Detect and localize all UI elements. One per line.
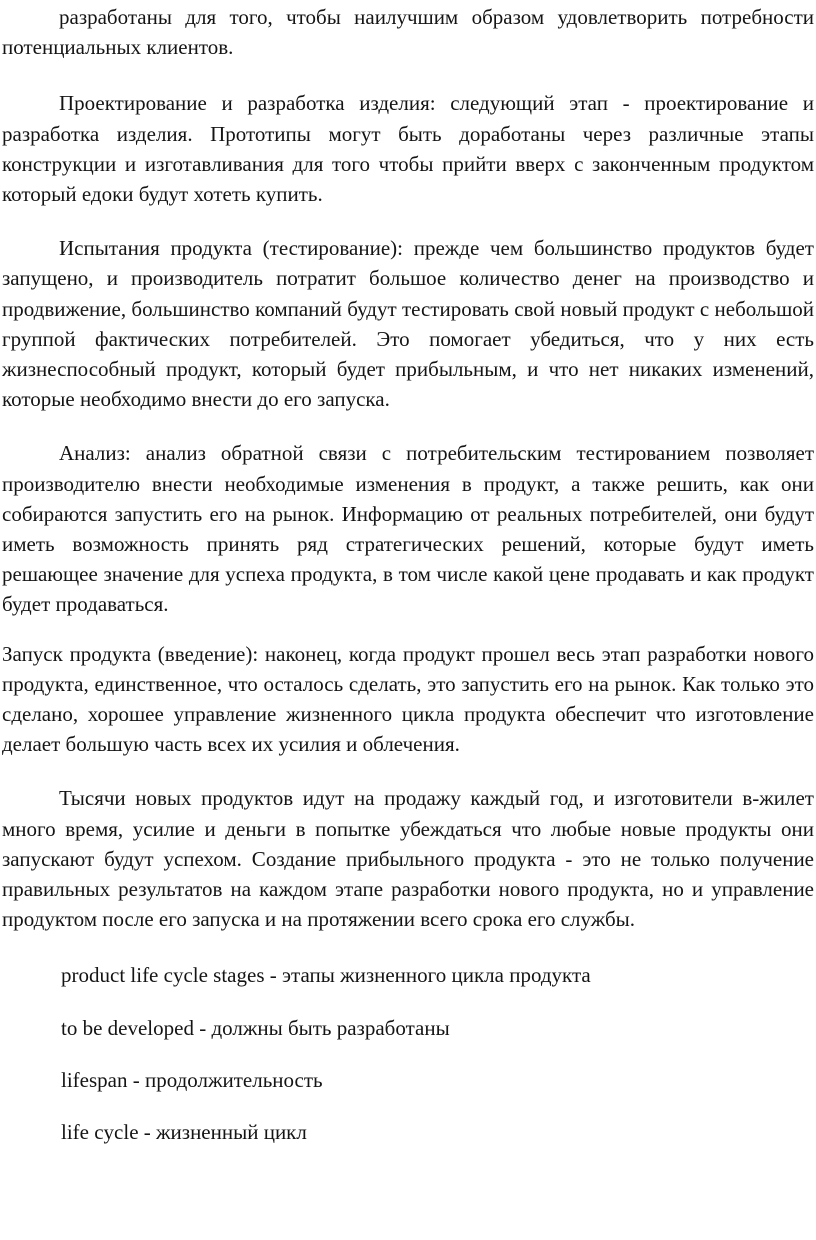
paragraph-conclusion: Тысячи новых продуктов идут на продажу каждый год, и изготовители в-жилет много время, усилие и деньги в попытке убеждаться что любые новые продукты они запускают будут успехом. Создание прибыльного продукта - это не только получение правильных результатов на каждом этапе разработки нового продукта, но и управление продуктом после его запуска и на протяжении всего срока его службы. [2, 786, 814, 932]
glossary-item-life-cycle-stages: product life cycle stages - этапы жизненного цикла продукта [61, 963, 591, 988]
paragraph-product-launch: Запуск продукта (введение): наконец, когда продукт прошел весь этап разработки нового продукта, единственное, что осталось сделать, это запустить его на рынок. Как только это сделано, хорошее управление жизненного цикла продукта обеспечит что изготовление делает большую часть всех их усилия и облечения. [2, 641, 814, 757]
glossary-item-lifespan: lifespan - продолжительность [61, 1067, 323, 1092]
paragraph-analysis: Анализ: анализ обратной связи с потребительским тестированием позволяет производителю внести необходимые изменения в продукт, а также решить, как они собираются запустить его на рынок. Информацию от реальных потребителей, они будут иметь возможность принять ряд стратегических решений, которые будут иметь решающее значение для успеха продукта, в том числе какой цене продавать и как продукт будет продаваться. [2, 441, 814, 617]
glossary-item-to-be-developed: to be developed - должны быть разработаны [61, 1015, 450, 1040]
paragraph-design-development: Проектирование и разработка изделия: следующий этап - проектирование и разработка изделия. Прототипы могут быть доработаны через различные этапы конструкции и изготавливания для того чтобы прийти вверх с законченным продуктом который едоки будут хотеть купить. [2, 91, 814, 207]
paragraph-continuation: разработаны для того, чтобы наилучшим образом удовлетворить потребности потенциальных клиентов. [2, 5, 814, 60]
glossary-item-life-cycle: life cycle - жизненный цикл [61, 1120, 307, 1145]
paragraph-product-testing: Испытания продукта (тестирование): прежде чем большинство продуктов будет запущено, и производитель потратит большое количество денег на производство и продвижение, большинство компаний будут тестировать свой новый продукт с небольшой группой фактических потребителей. Это помогает убедиться, что у них есть жизнеспособный продукт, который будет прибыльным, и что нет никаких изменений, которые необходимо внести до его запуска. [2, 236, 814, 412]
